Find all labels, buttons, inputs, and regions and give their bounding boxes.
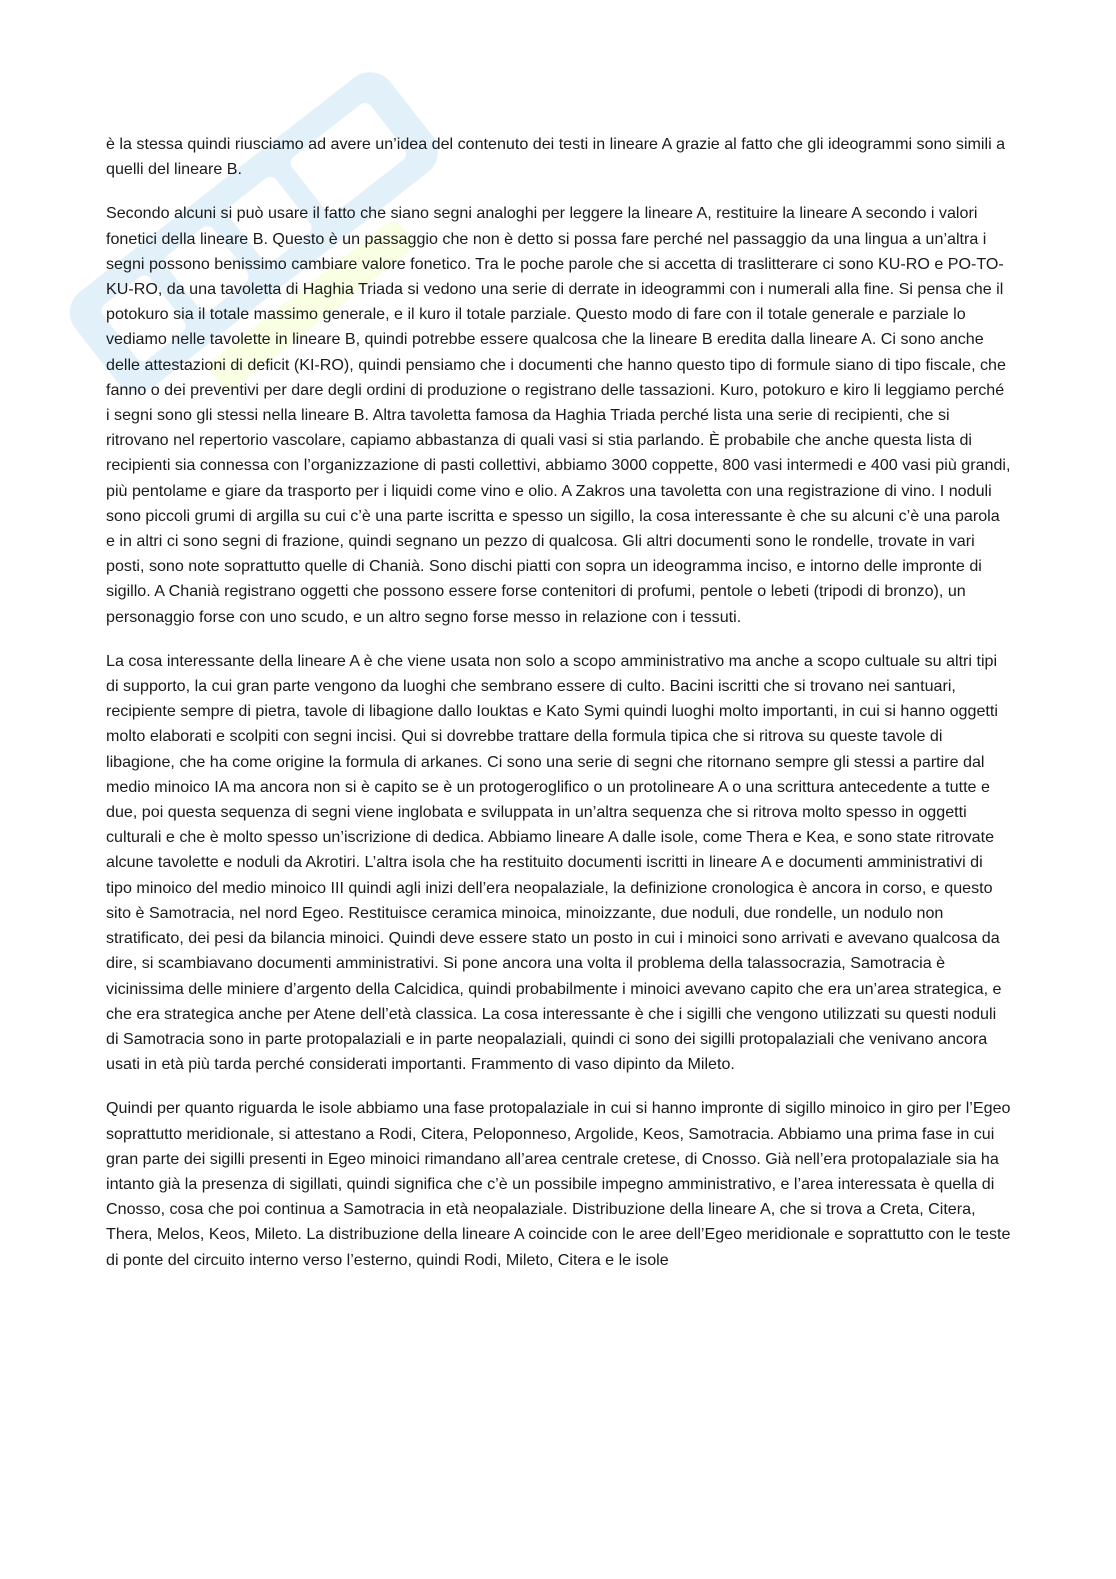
paragraph-1: è la stessa quindi riusciamo ad avere un’idea del contenuto dei testi in lineare A grazie al fatto che gli ideogrammi sono simili a quelli del lineare B. — [106, 135, 1006, 179]
document-body — [106, 132, 1011, 1292]
paragraph-2: Secondo alcuni si può usare il fatto che siano segni analoghi per leggere la lineare A, restituire la lineare A secondo i valori fonetici della lineare B. Questo è un passaggio che non è detto si possa fare perché nel passaggio da una lingua a un’altra i segni possono benissimo cambiare valore fonetico. Tra le poche parole che si accetta di traslitterare ci sono KU-RO e PO-TO-KU-RO, da una tavoletta di Haghia Triada si vedono una serie di derrate in ideogrammi con i numerali alla fine. Si pensa che il potokuro sia il totale massimo generale, e il kuro il totale parziale. Questo modo di fare con il totale generale e parziale lo vediamo nelle tavolette in lineare B, quindi potrebbe essere qualcosa che la lineare B eredita dalla lineare A. Ci sono anche delle attestazioni di deficit (KI-RO), quindi pensiamo che i documenti che hanno questo tipo di formule siano di tipo fiscale, che fanno o dei preventivi per dare degli ordini di produzione o registrano delle tassazioni. Kuro, potokuro e kiro li leggiamo perché i segni sono gli stessi nella lineare B. Altra tavoletta famosa da Haghia Triada perché lista una serie di recipienti, che si ritrovano nel repertorio vascolare, capiamo abbastanza di quali vasi si stia parlando. È probabile che anche questa lista di recipienti sia connessa con l’organizzazione di pasti collettivi, abbiamo 3000 coppette, 800 vasi intermedi e 400 vasi più grandi, più pentolame e giare da trasporto per i liquidi come vino e olio. A Zakros una tavoletta con una registrazione di vino. I noduli sono piccoli grumi di argilla su cui c’è una parte iscritta e spesso un sigillo, la cosa interessante è che su alcuni c’è una parola e in altri ci sono segni di frazione, quindi segnano un pezzo di qualcosa. Gli altri documenti sono le rondelle, trovate in vari posti, sono note soprattutto quelle di Chanià. Sono dischi piatti con sopra un ideogramma inciso, e intorno delle impronte di sigillo. A Chanià registrano oggetti che possono essere forse contenitori di profumi, pentole o lebeti (tripodi di bronzo), un personaggio forse con uno scudo, e un altro segno forse messo in relazione con i tessuti. — [106, 204, 1011, 626]
paragraph-3: La cosa interessante della lineare A è che viene usata non solo a scopo amministrativo ma anche a scopo cultuale su altri tipi di supporto, la cui gran parte vengono da luoghi che sembrano essere di culto. Bacini iscritti che si trovano nei santuari, recipiente sempre di pietra, tavole di libagione dallo Iouktas e Kato Symi quindi luoghi molto importanti, in cui si hanno oggetti molto elaborati e scolpiti con segni incisi. Qui si dovrebbe trattare della formula tipica che si ritrova su queste tavole di libagione, che ha come origine la formula di arkanes. Ci sono una serie di segni che ritornano sempre gli stessi a partire dal medio minoico IA ma ancora non si è capito se è un protogeroglifico o un protolineare A o una scrittura antecedente a tutte e due, poi questa sequenza di segni viene inglobata e sviluppata in un’altra sequenza che si ritrova molto spesso in oggetti culturali e che è molto spesso un’iscrizione di dedica. Abbiamo lineare A dalle isole, come Thera e Kea, e sono state ritrovate alcune tavolette e noduli da Akrotiri. L’altra isola che ha restituito documenti iscritti in lineare A e documenti amministrativi di tipo minoico del medio minoico III quindi agli inizi dell’era neopalaziale, la definizione cronologica è ancora in corso, e questo sito è Samotracia, nel nord Egeo. Restituisce ceramica minoica, minoizzante, due noduli, due rondelle, un nodulo non stratificato, dei pesi da bilancia minoici. Quindi deve essere stato un posto in cui i minoici sono arrivati e avevano qualcosa da dire, si scambiavano documenti amministrativi. Si pone ancora una volta il problema della talassocrazia, Samotracia è vicinissima delle miniere d’argento della Calcidica, quindi probabilmente i minoici avevano capito che era un’area strategica, e che era strategica anche per Atene dell’età classica. La cosa interessante è che i sigilli che vengono utilizzati su questi noduli di Samotracia sono in parte protopalaziali e in parte neopalaziali, quindi ci sono dei sigilli protopalaziali che venivano ancora usati in età più tarda perché considerati importanti. Frammento di vaso dipinto da Mileto. — [106, 651, 1002, 1074]
paragraph-4: Quindi per quanto riguarda le isole abbiamo una fase protopalaziale in cui si hanno impronte di sigillo minoico in giro per l’Egeo soprattutto meridionale, si attestano a Rodi, Citera, Peloponneso, Argolide, Keos, Samotracia. Abbiamo una prima fase in cui gran parte dei sigilli presenti in Egeo minoici rimandano all’area centrale cretese, di Cnosso. Già nell’era protopalaziale sia ha intanto già la presenza di sigillati, quindi significa che c’è un possibile impegno amministrativo, e l’area interessata è quella di Cnosso, cosa che poi continua a Samotracia in età neopalaziale. Distribuzione della lineare A, che si trova a Creta, Citera, Thera, Melos, Keos, Mileto. La distribuzione della lineare A coincide con le aree dell’Egeo meridionale e soprattutto con le teste di ponte del circuito interno verso l’esterno, quindi Rodi, Mileto, Citera e le isole — [106, 1099, 1011, 1269]
